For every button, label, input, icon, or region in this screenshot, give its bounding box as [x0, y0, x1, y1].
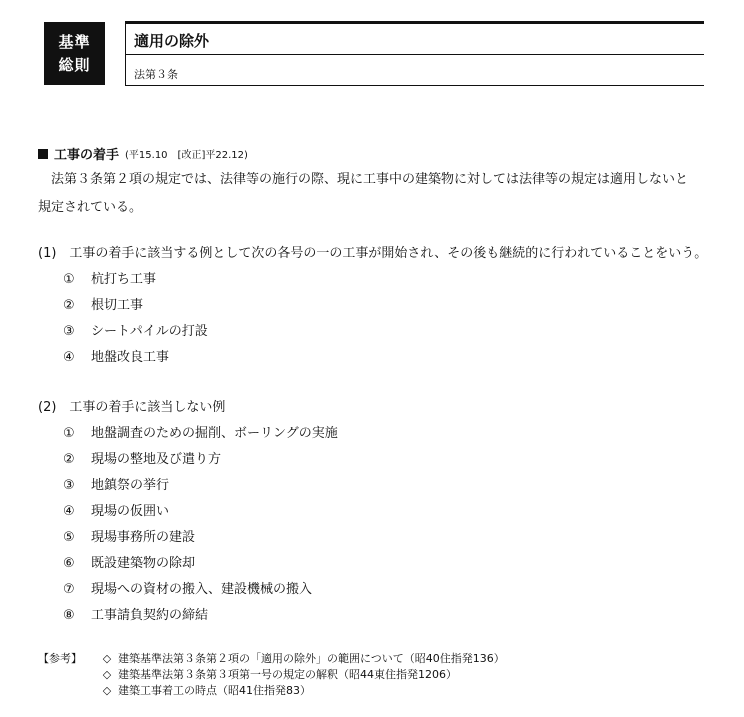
list-item	[38, 345, 707, 371]
reference-row	[38, 683, 505, 699]
item-text: 地盤改良工事	[91, 350, 170, 365]
list-item	[38, 267, 707, 293]
item-text: 現場事務所の建設	[91, 530, 196, 545]
list-item	[38, 447, 338, 473]
item-number: ③	[63, 478, 75, 493]
intro-line-2: 規定されている。	[38, 200, 143, 215]
item-number: ②	[63, 298, 75, 313]
group-2-title: (2) 工事の着手に該当しない例	[38, 400, 226, 415]
item-number: ④	[63, 504, 75, 519]
references-label: 【参考】	[38, 652, 82, 665]
list-item	[38, 473, 338, 499]
item-number: ①	[63, 426, 75, 441]
item-text: シートパイルの打設	[91, 324, 208, 339]
item-number: ⑧	[63, 608, 75, 623]
item-text: 既設建築物の除却	[91, 556, 196, 571]
reference-text: 建築基準法第３条第２項の「適用の除外」の範囲について（昭40住指発136）	[118, 652, 505, 665]
item-number: ④	[63, 350, 75, 365]
header-top-rule	[125, 21, 704, 24]
list-item	[38, 603, 338, 629]
item-text: 現場への資材の搬入、建設機械の搬入	[91, 582, 313, 597]
section-heading-meta: (平15.10 [改正]平22.12)	[125, 150, 248, 161]
group-1	[38, 241, 707, 371]
item-text: 地盤調査のための掘削、ボーリングの実施	[91, 426, 338, 441]
badge-line-2: 総則	[58, 55, 91, 74]
page-title: 適用の除外	[134, 32, 210, 50]
intro-line-1: 法第３条第２項の規定では、法律等の施行の際、現に工事中の建築物に対しては法律等の規定は適用しないと	[51, 172, 689, 187]
diamond-icon: ◇	[102, 684, 112, 697]
item-number: ③	[63, 324, 75, 339]
reference-row	[38, 667, 505, 683]
item-text: 現場の整地及び遣り方	[91, 452, 222, 467]
item-number: ①	[63, 272, 75, 287]
header-mid-rule	[125, 54, 704, 55]
item-text: 工事請負契約の締結	[91, 608, 209, 623]
section-heading	[38, 144, 248, 163]
header-bottom-rule	[125, 85, 704, 86]
item-number: ⑦	[63, 582, 75, 597]
reference-text: 建築工事着工の時点（昭41住指発83）	[118, 684, 311, 697]
list-item	[38, 525, 338, 551]
header-vertical-rule	[125, 21, 126, 86]
list-item	[38, 551, 338, 577]
square-bullet-icon	[38, 149, 48, 159]
item-number: ⑤	[63, 530, 75, 545]
list-item	[38, 421, 338, 447]
list-item	[38, 293, 707, 319]
item-number: ⑥	[63, 556, 75, 571]
item-text: 杭打ち工事	[91, 272, 157, 287]
item-text: 地鎮祭の挙行	[91, 478, 170, 493]
chapter-badge	[44, 22, 105, 85]
references	[38, 651, 505, 699]
section-heading-text: 工事の着手	[54, 148, 120, 163]
group-2	[38, 395, 338, 629]
item-text: 現場の仮囲い	[91, 504, 170, 519]
page-subtitle: 法第３条	[134, 68, 178, 81]
list-item	[38, 577, 338, 603]
diamond-icon: ◇	[102, 652, 112, 665]
item-text: 根切工事	[91, 298, 144, 313]
list-item	[38, 319, 707, 345]
intro-paragraph	[38, 166, 698, 222]
list-item	[38, 499, 338, 525]
diamond-icon: ◇	[102, 668, 112, 681]
badge-line-1: 基準	[58, 32, 91, 51]
group-1-title: (1) 工事の着手に該当する例として次の各号の一の工事が開始され、その後も継続的に行われていることをいう。	[38, 246, 708, 261]
item-number: ②	[63, 452, 75, 467]
reference-row	[38, 651, 505, 667]
reference-text: 建築基準法第３条第３項第一号の規定の解釈（昭44東住指発1206）	[118, 668, 457, 681]
